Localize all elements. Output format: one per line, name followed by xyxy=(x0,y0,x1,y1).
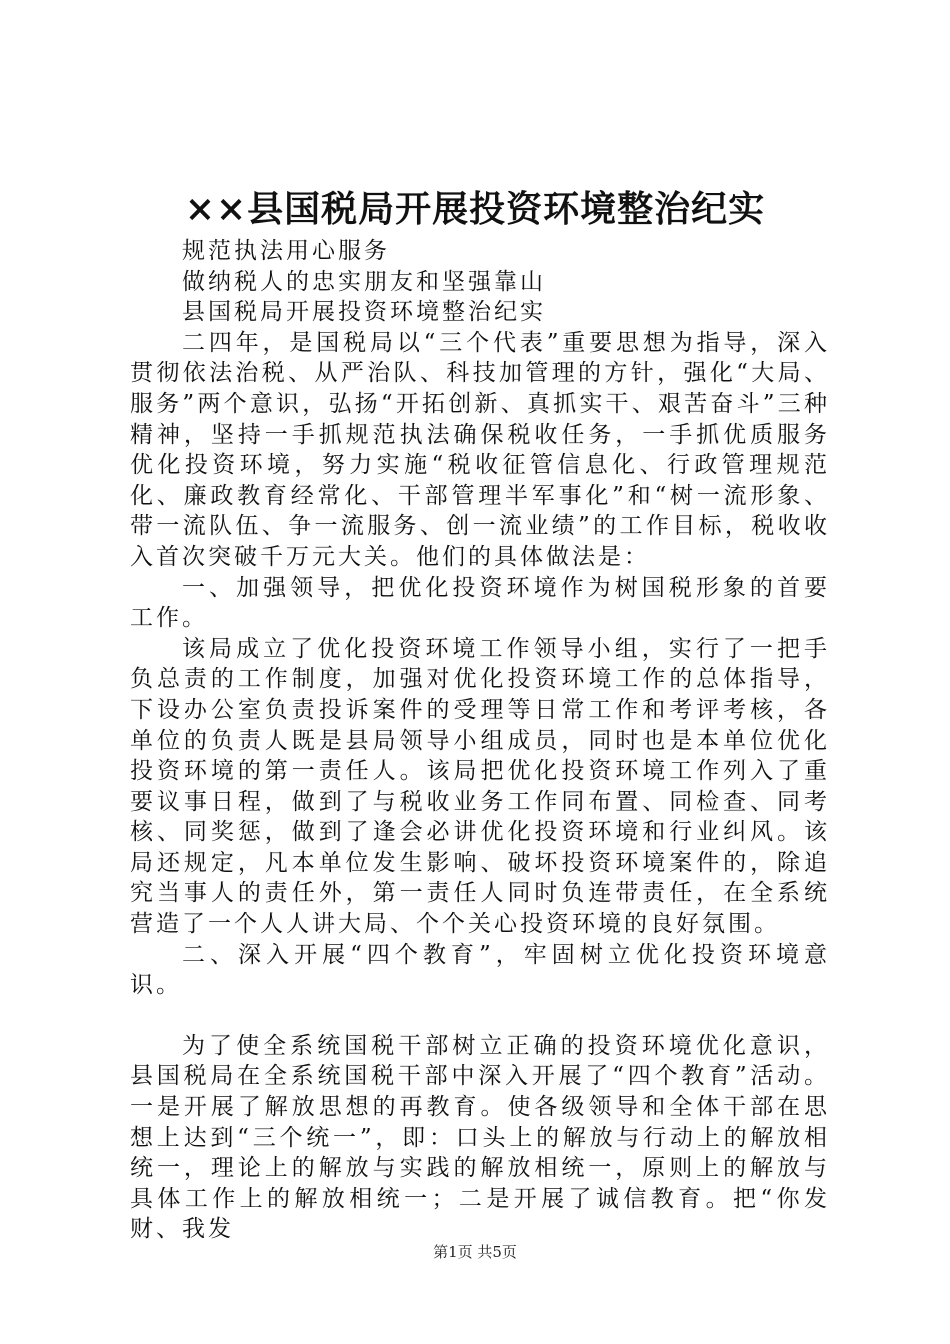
document-body xyxy=(130,236,830,1245)
section-heading: 二、深入开展“四个教育”，牢固树立优化投资环境意识。 xyxy=(130,941,830,999)
subtitle-line-1: 规范执法用心服务 xyxy=(182,238,390,264)
document-title: ××县国税局开展投资环境整治纪实 xyxy=(184,188,766,230)
body-paragraph: 二四年，是国税局以“三个代表”重要思想为指导，深入贯彻依法治税、从严治队、科技加管理的方针，强化“大局、服务”两个意识，弘扬“开拓创新、真抓实干、艰苦奋斗”三种精神，坚持一手抓规范执法确保税收任务，一手抓优质服务优化投资环境，努力实施“税收征管信息化、行政管理规范化、廉政教育经常化、干部管理半军事化”和“树一流形象、带一流队伍、争一流服务、创一流业绩”的工作目标，税收收入首次突破千万元大关。他们的具体做法是： xyxy=(130,329,830,570)
section-heading: 一、加强领导，把优化投资环境作为树国税形象的首要工作。 xyxy=(130,574,830,632)
page-footer: 第1页 共5页 xyxy=(433,1243,517,1261)
subtitle-line-3: 县国税局开展投资环境整治纪实 xyxy=(182,299,546,326)
body-paragraph: 该局成立了优化投资环境工作领导小组，实行了一把手负总责的工作制度，加强对优化投资环境工作的总体指导，下设办公室负责投诉案件的受理等日常工作和考评考核，各单位的负责人既是县局领导小组成员，同时也是本单位优化投资环境的第一责任人。该局把优化投资环境工作列入了重要议事日程，做到了与税收业务工作同布置、同检查、同考核、同奖惩，做到了逢会必讲优化投资环境和行业纠风。该局还规定，凡本单位发生影响、破坏投资环境案件的，除追究当事人的责任外，第一责任人同时负连带责任，在全系统营造了一个人人讲大局、个个关心投资环境的良好氛围。 xyxy=(130,635,830,938)
subtitle-line-2: 做纳税人的忠实朋友和坚强靠山 xyxy=(182,268,546,295)
body-paragraph: 为了使全系统国税干部树立正确的投资环境优化意识，县国税局在全系统国税干部中深入开展了“四个教育”活动。一是开展了解放思想的再教育。使各级领导和全体干部在思想上达到“三个统一”，即：口头上的解放与行动上的解放相统一，理论上的解放与实践的解放相统一，原则上的解放与具体工作上的解放相统一；二是开展了诚信教育。把“你发财、我发 xyxy=(130,1032,830,1243)
